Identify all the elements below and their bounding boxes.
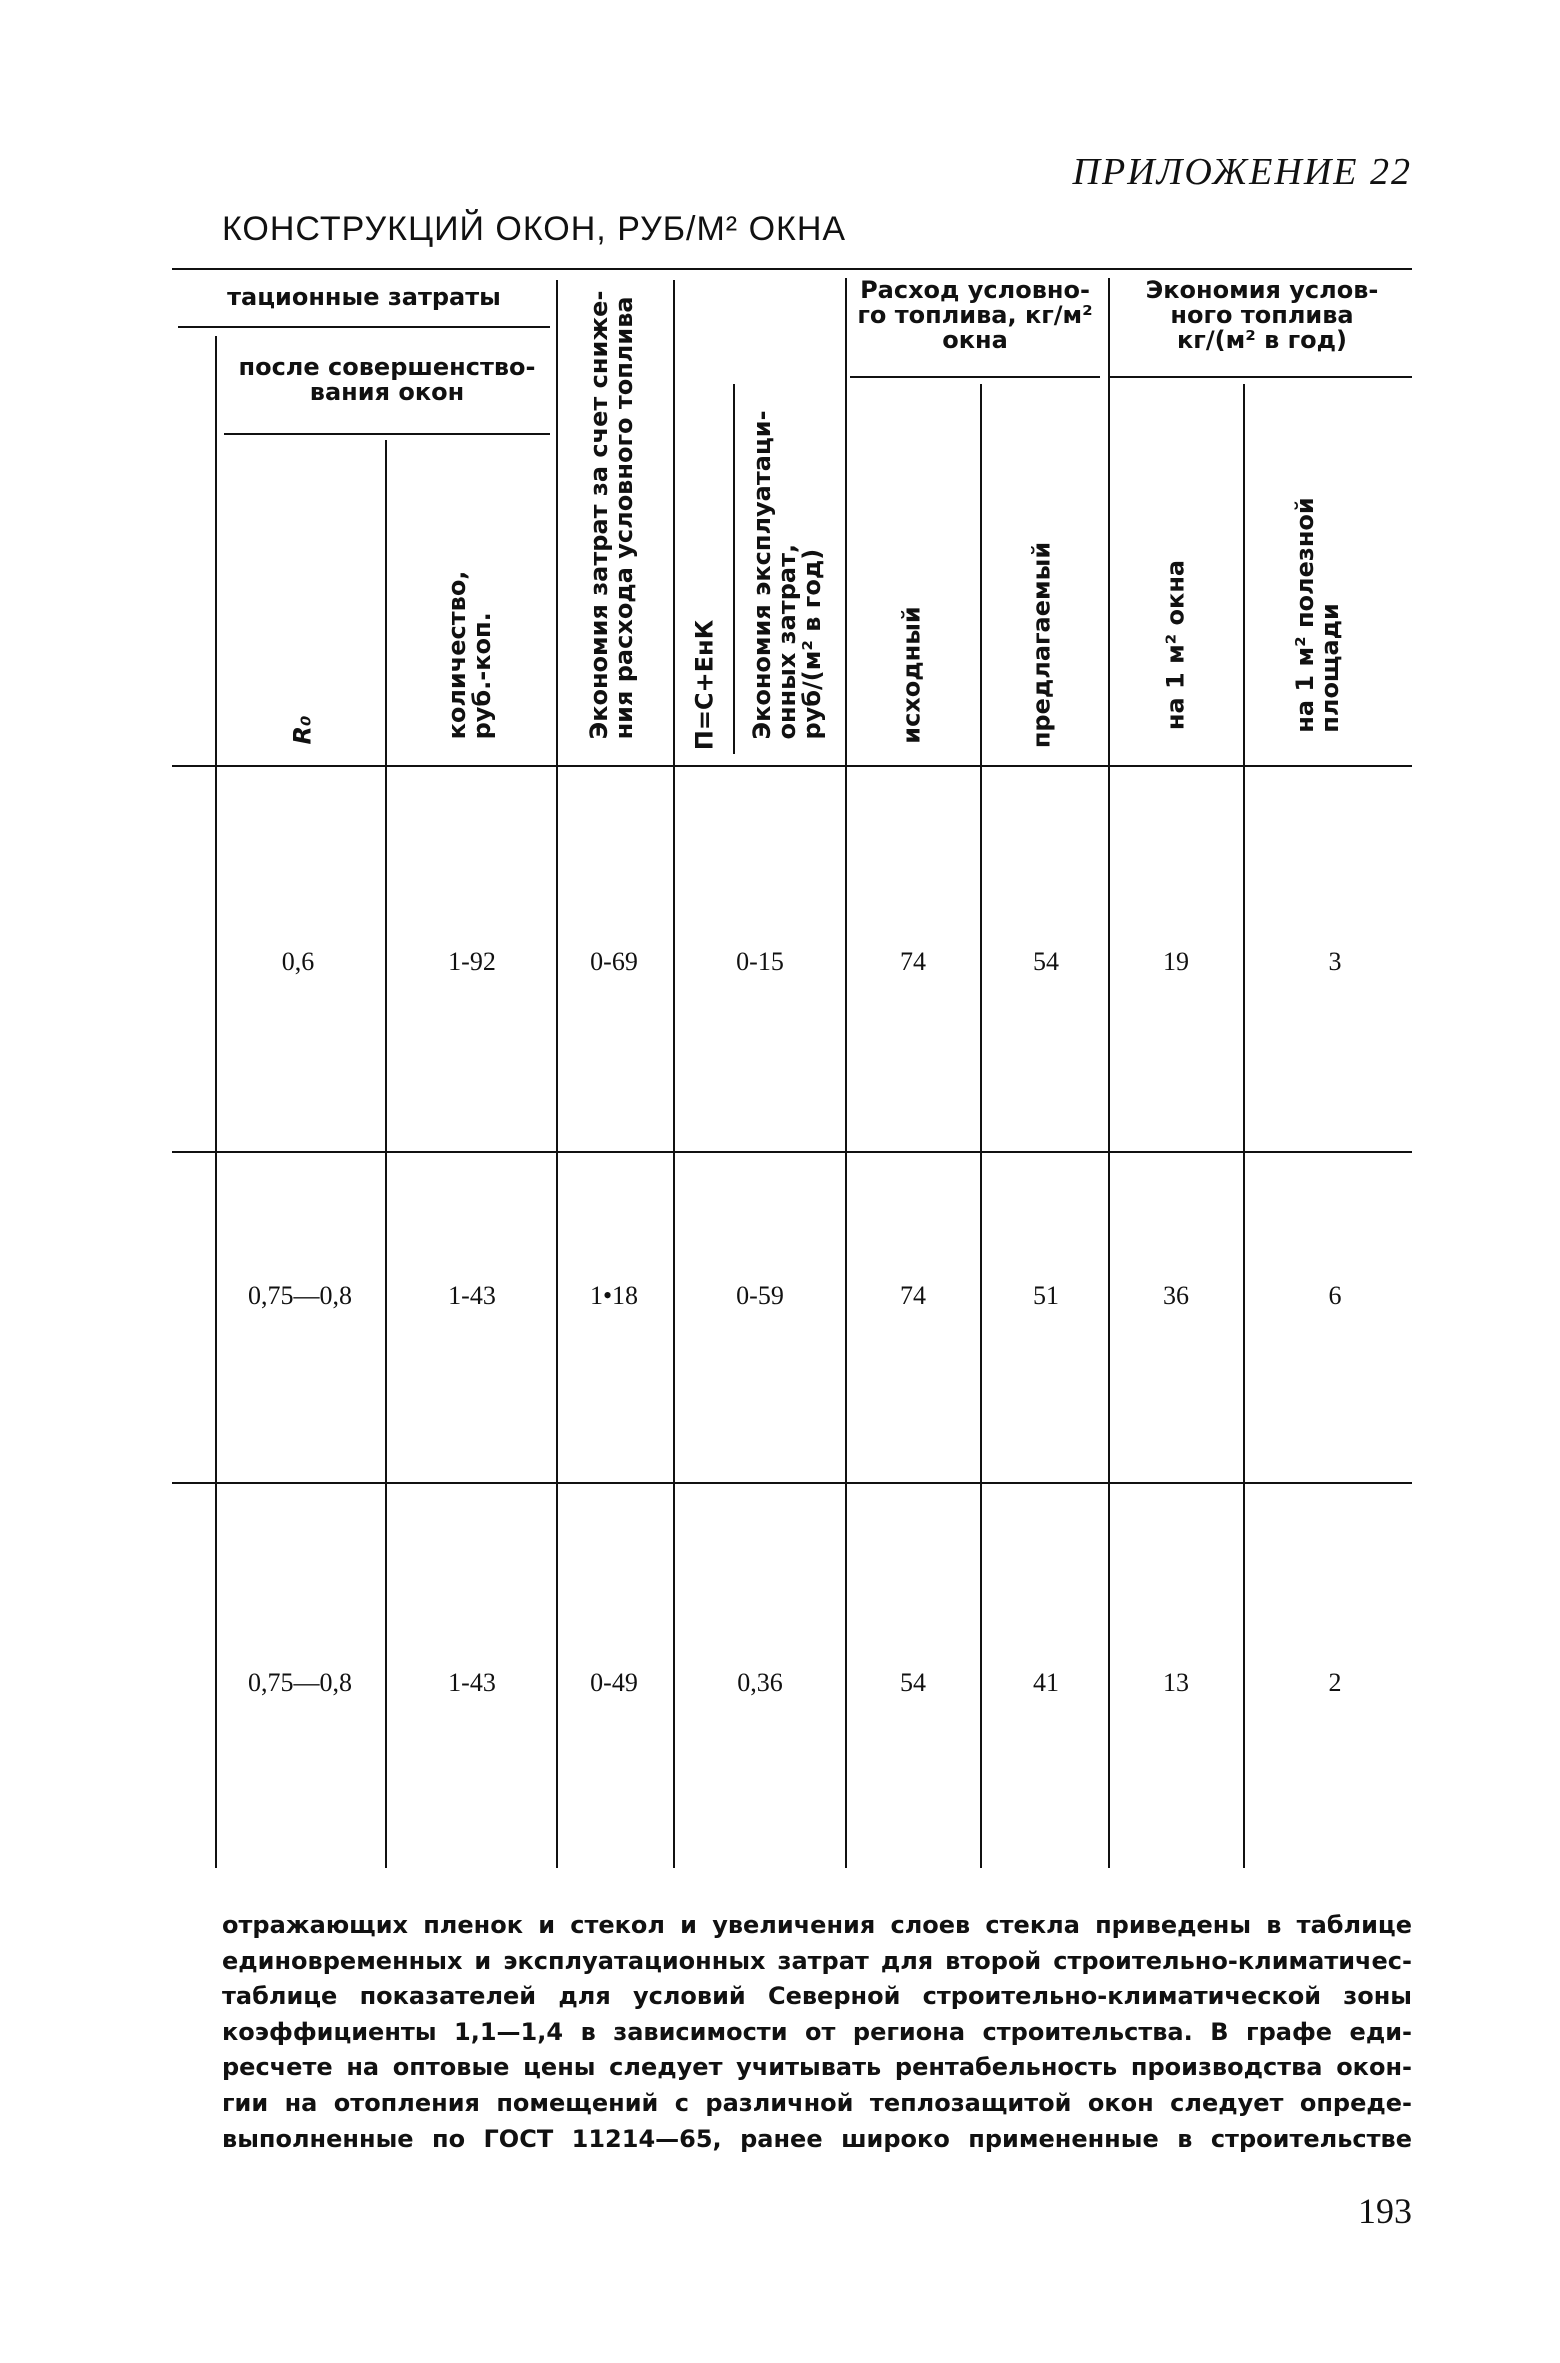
header-bottom-rule — [172, 765, 1412, 767]
header-group-fuel-consumption: Расход условно- го топлива, кг/м² окна — [857, 276, 1093, 355]
col-divider-formula — [733, 384, 735, 754]
cell-savings-operational: 0-59 — [736, 1281, 784, 1310]
row-2-bottom-rule — [172, 1482, 1412, 1484]
table-heading: КОНСТРУКЦИЙ ОКОН, РУБ/М² ОКНА — [222, 210, 847, 248]
cell-per-area: 6 — [1328, 1281, 1342, 1310]
cell-amount: 1-43 — [448, 1281, 496, 1310]
paragraph-line: выполненные по ГОСТ 11214—65, ранее широко примененные в строительстве — [222, 2124, 1412, 2153]
row-1-bottom-rule — [172, 1151, 1412, 1153]
cell-amount: 1-92 — [448, 947, 496, 976]
paragraph-line: ресчете на оптовые цены следует учитывать рентабельность производства окон- — [222, 2053, 1412, 2082]
col-divider-7 — [1108, 278, 1110, 1868]
header-r0: R₀ — [288, 715, 317, 745]
rule-under-group-fuel-savings — [1110, 376, 1412, 378]
cell-savings-operational: 0-15 — [736, 947, 784, 976]
paragraph-line: гии на отопления помещений с различной теплозащитой окон следует опреде- — [222, 2088, 1412, 2117]
col-divider-8 — [1243, 384, 1245, 1868]
header-proposed: предлагаемый — [1027, 541, 1056, 749]
cell-savings-fuel: 0-49 — [590, 1668, 638, 1697]
body-paragraph — [222, 1908, 1412, 2157]
paragraph-line: отражающих пленок и стекол и увеличения слоев стекла приведены в таблице — [222, 1911, 1412, 1939]
header-savings-fuel-reduction: Экономия затрат за счет сниже- ния расхода условного топлива — [584, 290, 638, 740]
table-top-rule — [172, 268, 1412, 270]
paragraph-line: таблице показателей для условий Северной строительно-климатической зоны — [222, 1982, 1412, 2011]
header-group-operational-costs: тационные затраты — [227, 283, 501, 311]
header-formula: П=С+EнК — [690, 619, 719, 751]
cell-per-area: 2 — [1328, 1668, 1342, 1697]
rule-under-subgroup-after — [224, 433, 550, 435]
cell-savings-fuel: 0-69 — [590, 947, 638, 976]
header-group-fuel-savings: Экономия услов- ного топлива кг/(м² в год) — [1145, 276, 1379, 355]
col-divider-3 — [556, 280, 558, 1868]
header-per-useful-area: на 1 м² полезной площади — [1290, 497, 1344, 733]
header-amount: количество, руб.-коп. — [442, 570, 496, 740]
col-divider-1 — [215, 336, 217, 1868]
header-savings-operational: Экономия эксплуатаци- онных затрат, руб/(м² в год) — [748, 410, 827, 740]
cell-proposed: 41 — [1033, 1668, 1059, 1697]
cell-r0: 0,75—0,8 — [248, 1281, 352, 1310]
col-divider-4 — [673, 280, 675, 1868]
cell-savings-fuel: 1•18 — [589, 1281, 639, 1310]
cell-savings-operational: 0,36 — [737, 1668, 783, 1697]
paragraph-line: единовременных и эксплуатационных затрат для второй строительно-климатичес- — [222, 1946, 1412, 1975]
cell-proposed: 51 — [1033, 1281, 1059, 1310]
cell-initial: 74 — [900, 1281, 926, 1310]
cell-per-area: 3 — [1328, 947, 1342, 976]
header-per-window: на 1 м² окна — [1161, 559, 1190, 731]
appendix-label: ПРИЛОЖЕНИЕ 22 — [1072, 151, 1412, 193]
rule-under-group-fuel-use — [850, 376, 1100, 378]
col-divider-2 — [385, 440, 387, 1868]
cell-per-window: 36 — [1163, 1281, 1189, 1310]
cell-r0: 0,6 — [281, 947, 315, 976]
cell-initial: 74 — [900, 947, 926, 976]
cell-proposed: 54 — [1033, 947, 1059, 976]
paragraph-line: коэффициенты 1,1—1,4 в зависимости от региона строительства. В графе еди- — [222, 2017, 1412, 2046]
rule-under-group-operational — [178, 326, 550, 328]
cell-initial: 54 — [900, 1668, 926, 1697]
page-number: 193 — [1358, 2191, 1412, 2231]
header-initial: исходный — [897, 606, 926, 744]
cell-amount: 1-43 — [448, 1668, 496, 1697]
cell-r0: 0,75—0,8 — [248, 1668, 352, 1697]
header-subgroup-after-improvement: после совершенство- вания окон — [238, 353, 536, 407]
cell-per-window: 19 — [1163, 947, 1189, 976]
col-divider-5 — [845, 278, 847, 1868]
cell-per-window: 13 — [1163, 1668, 1189, 1697]
col-divider-6 — [980, 384, 982, 1868]
